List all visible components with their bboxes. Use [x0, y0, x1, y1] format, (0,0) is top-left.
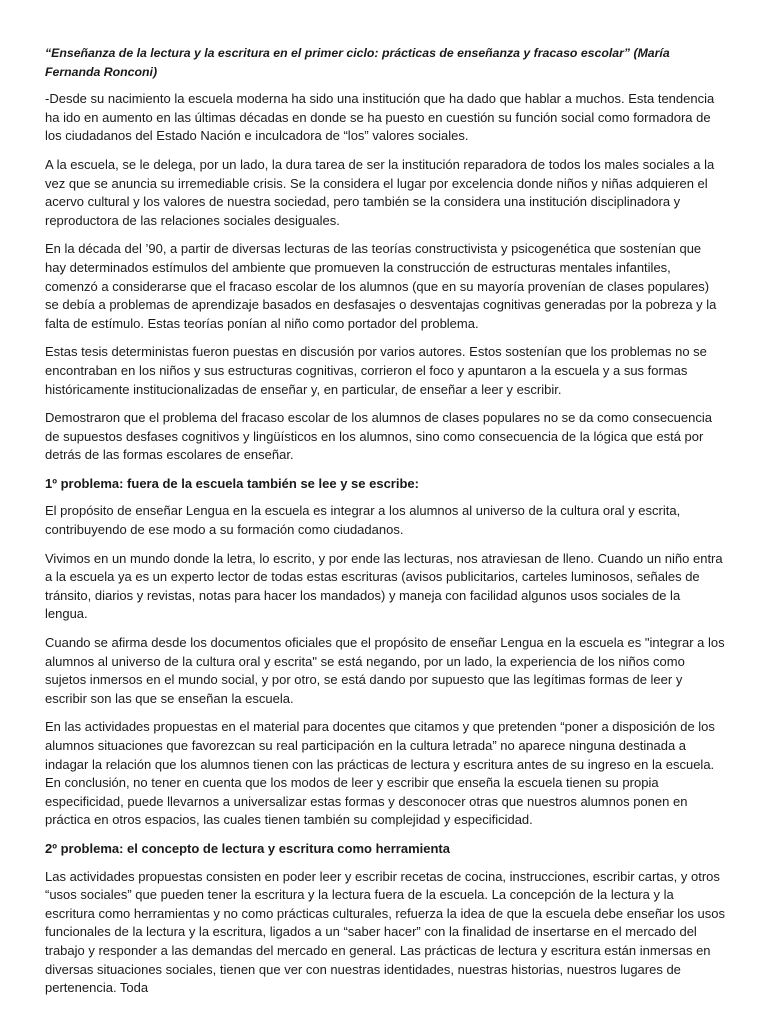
- paragraph: En la década del ’90, a partir de diversas lecturas de las teorías constructivista y psicogenética que sostenían que hay determinados estímulos del ambiente que promueven la construcción de estructuras mentales infantiles, comenzó a considerarse que el fracaso escolar de los alumnos (que en su mayoría provenían de clases populares) se debía a problemas de aprendizaje basados en desfasajes o desventajas cognitivas generadas por la pobreza y la falta de estímulo. Estas teorías ponían al niño como portador del problema.: [45, 241, 717, 331]
- paragraph: Las actividades propuestas consisten en poder leer y escribir recetas de cocina, instrucciones, escribir cartas, y otros “usos sociales” que pueden tener la escritura y la lectura fuera de la escuela. La concepción de la lectura y la escritura como herramientas y no como prácticas culturales, refuerza la idea de que la escuela debe enseñar los usos funcionales de la lectura y la escritura, ligados a un “saber hacer” con la finalidad de insertarse en el mercado del trabajo y responder a las demandas del mercado en general. Las prácticas de lectura y escritura están inmersas en diversas situaciones sociales, tienen que ver con nuestras identidades, nuestras historias, nuestros lugares de pertenencia. Toda: [45, 868, 725, 996]
- document-title: “Enseñanza de la lectura y la escritura en el primer ciclo: prácticas de enseñanza y fracaso escolar” (María Fernanda Ronconi): [45, 46, 670, 79]
- section-heading: 1º problema: fuera de la escuela también se lee y se escribe:: [45, 475, 419, 491]
- paragraph: Vivimos en un mundo donde la letra, lo escrito, y por ende las lecturas, nos atraviesan de lleno. Cuando un niño entra a la escuela ya es un experto lector de todas estas escrituras (avisos publicitarios, carteles luminosos, señales de tránsito, diarios y revistas, notas para hacer los mandados) y maneja con facilidad algunos usos sociales de la lengua.: [45, 550, 723, 622]
- section-heading: 2º problema: el concepto de lectura y escritura como herramienta: [45, 840, 450, 856]
- paragraph: En las actividades propuestas en el material para docentes que citamos y que pretenden “poner a disposición de los alumnos situaciones que favorezcan su real participación en la cultura letrada” no aparece ninguna destinada a indagar la relación que los alumnos tienen con las prácticas de lectura y escritura antes de su ingreso en la escuela. En conclusión, no tener en cuenta que los modos de leer y escribir que enseña la escuela tienen su propia especificidad, puede llevarnos a universalizar estas formas y desconocer otras que nuestros alumnos ponen en práctica en otros espacios, las cuales tienen también su complejidad y especificidad.: [45, 719, 715, 828]
- paragraph: Cuando se afirma desde los documentos oficiales que el propósito de enseñar Lengua en la escuela es "integrar a los alumnos al universo de la cultura oral y escrita" se está negando, por un lado, la experiencia de los niños como sujetos inmersos en el mundo social, y por otro, se está dando por supuesto que las legítimas formas de leer y escribir son las que se enseñan la escuela.: [45, 635, 725, 706]
- paragraph: A la escuela, se le delega, por un lado, la dura tarea de ser la institución reparadora de todos los males sociales a la vez que se anuncia su irremediable crisis. Se la considera el lugar por excelencia donde niños y niñas adquieren el acervo cultural y los valores de nuestra sociedad, pero también se la considera una institución disciplinadora y reproductora de las relaciones sociales desiguales.: [45, 156, 715, 228]
- paragraph: -Desde su nacimiento la escuela moderna ha sido una institución que ha dado que hablar a muchos. Esta tendencia ha ido en aumento en las últimas décadas en donde se ha puesto en cuestión su función social como formadora de los ciudadanos del Estado Nación e inculcadora de “los” valores sociales.: [45, 91, 715, 144]
- paragraph: Estas tesis deterministas fueron puestas en discusión por varios autores. Estos sostenían que los problemas no se encontraban en los niños y sus estructuras cognitivas, corrieron el foco y apuntaron a la escuela y a sus formas históricamente institucionalizadas de enseñar y, en particular, de enseñar a leer y escribir.: [45, 344, 707, 397]
- paragraph: Demostraron que el problema del fracaso escolar de los alumnos de clases populares no se da como consecuencia de supuestos desfases cognitivos y lingüísticos en los alumnos, sino como consecuencia de la lógica que está por detrás de las formas escolares de enseñar.: [45, 410, 712, 463]
- document-page: [45, 44, 725, 1008]
- paragraph: El propósito de enseñar Lengua en la escuela es integrar a los alumnos al universo de la cultura oral y escrita, contribuyendo de ese modo a su formación como ciudadanos.: [45, 503, 681, 538]
